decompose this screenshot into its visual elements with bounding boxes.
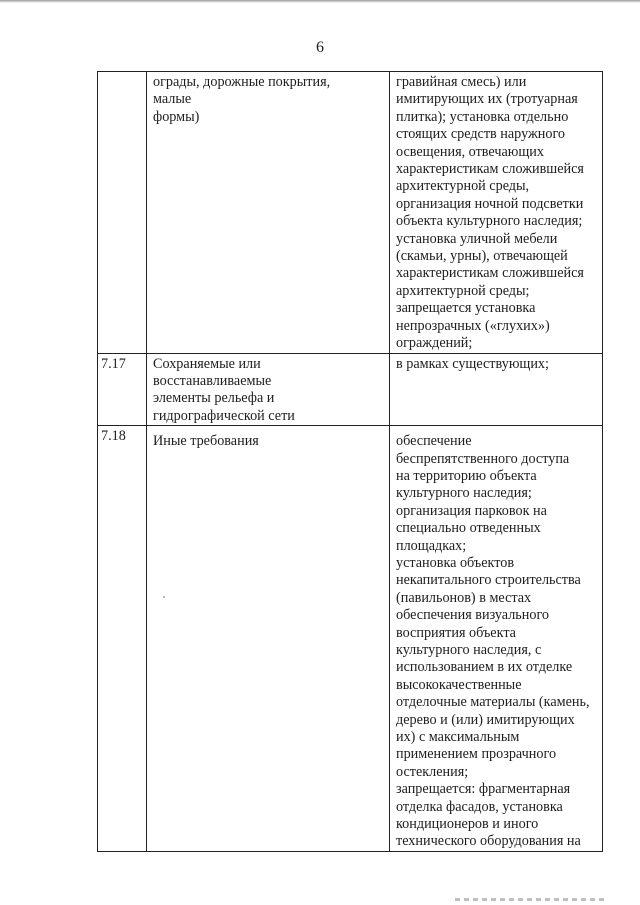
row-number-cell xyxy=(98,72,147,354)
requirement-cell: Сохраняемые или восстанавливаемые элементы рельефа и гидрографической сети xyxy=(147,353,390,426)
row-number-cell: 7.18 xyxy=(98,426,147,852)
table-row xyxy=(98,353,603,426)
row-number-cell: 7.17 xyxy=(98,353,147,426)
scan-mark-bottom xyxy=(455,898,605,901)
page-number: 6 xyxy=(316,39,324,56)
scan-speck xyxy=(163,596,165,598)
requirement-cell: Иные требования xyxy=(147,426,390,852)
requirement-cell: ограды, дорожные покрытия, малые формы) xyxy=(147,72,390,354)
requirements-table xyxy=(97,71,603,852)
table-row xyxy=(98,72,603,354)
requirement-value-cell: обеспечение беспрепятственного доступа на территорию объекта культурного наследия; организация парковок на специально отведенных площадках; установка объектов некапитального строительства (павильонов) в местах обеспечения визуального восприятия объекта культурного наследия, с использованием в их отделке высококачественные отделочные материалы (камень, дерево и (или) имитирующих их) с максимальным применением прозрачного остекления; запрещается: фрагментарная отделка фасадов, установка кондиционеров и иного технического оборудования на xyxy=(390,426,603,852)
requirement-value-cell: гравийная смесь) или имитирующих их (тротуарная плитка); установка отдельно стоящих средств наружного освещения, отвечающих характеристикам сложившейся архитектурной среды, организация ночной подсветки объекта культурного наследия; установка уличной мебели (скамьи, урны), отвечающей характеристикам сложившейся архитектурной среды; запрещается установка непрозрачных («глухих») ограждений; xyxy=(390,72,603,354)
table-row xyxy=(98,426,603,852)
scan-edge-top xyxy=(0,0,640,3)
requirement-value-cell: в рамках существующих; xyxy=(390,353,603,426)
